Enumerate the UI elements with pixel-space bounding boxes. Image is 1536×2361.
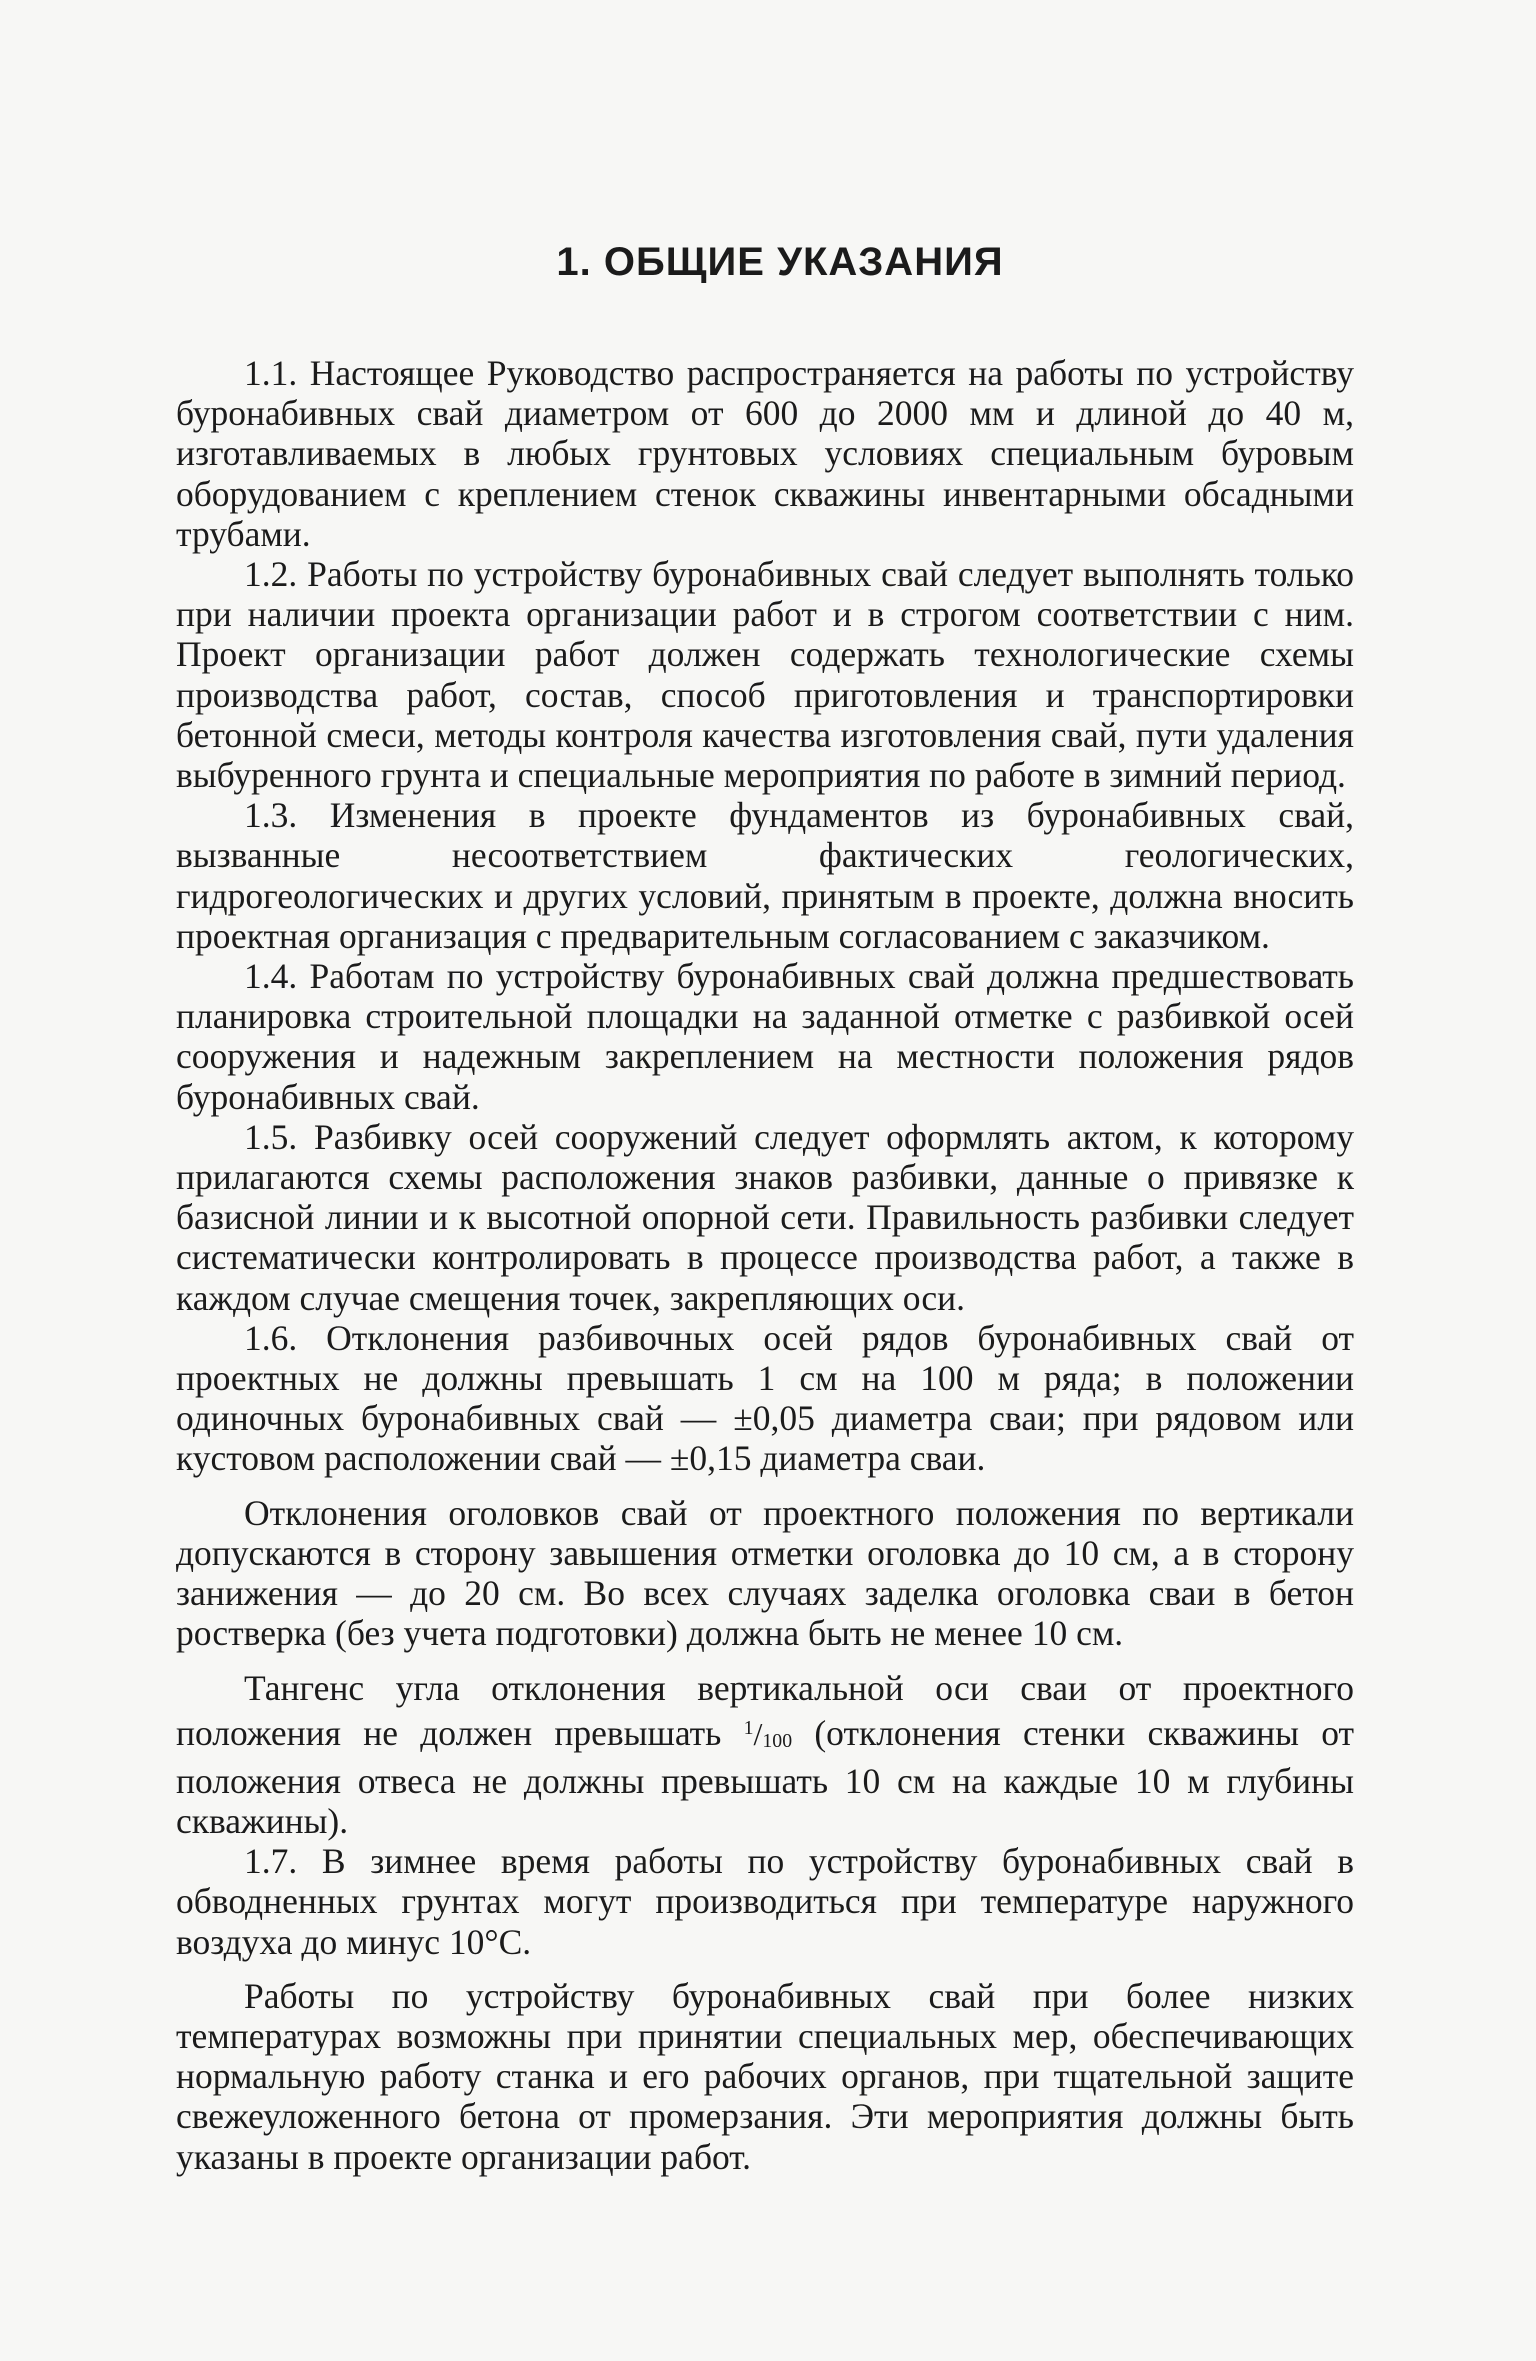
paragraph-tangent [176, 1668, 1354, 1842]
paragraph-number: 1.1. [244, 353, 298, 393]
paragraph-1-2 [176, 554, 1354, 795]
paragraph-1-7 [176, 1841, 1354, 1962]
paragraph-text: Отклонения оголовков свай от проектного положения по вертикали допускаются в сторону завышения отметки оголовка до 10 см, а в сторону занижения — до 20 см. Во всех случаях заделка оголовка сваи в бетон ростверка (без учета подготовки) должна быть не менее 10 см. [176, 1492, 1354, 1654]
paragraph-1-6 [176, 1318, 1354, 1479]
fraction-denominator: 100 [762, 1729, 793, 1752]
fraction-one-hundredth: $^1/_{100}$ [743, 1716, 793, 1752]
paragraph-text: Настоящее Руководство распространяется на работы по устройству буронабивных свай диаметром от 600 до 2000 мм и длиной до 40 м, изготавливаемых в любых грунтовых условиях специальным буровым оборудованием с креплением стенок скважины инвентарными обсадными трубами. [176, 353, 1355, 554]
paragraph-number: 1.7. [244, 1841, 298, 1882]
paragraph-number: 1.4. [244, 956, 298, 997]
document-page [176, 240, 1354, 2177]
section-body [176, 353, 1354, 2177]
paragraph-number: 1.5. [244, 1116, 298, 1157]
fraction-numerator: 1 [743, 1716, 754, 1739]
paragraph-text: Тангенс угла отклонения вертикальной оси сваи от проектного положения не должен превышать [176, 1667, 1354, 1753]
paragraph-text: Работы по устройству буронабивных свай при более низких температурах возможны при принятии специальных мер, обеспечивающих нормальную работу станка и его рабочих органов, при тщательной защите свежеуложенного бетона от промерзания. Эти мероприятия должны быть указаны в проекте организации работ. [176, 1975, 1354, 2177]
paragraph-low-temperature [176, 1976, 1354, 2177]
paragraph-1-5 [176, 1117, 1354, 1318]
paragraph-text: Изменения в проекте фундаментов из буронабивных свай, вызванные несоответствием фактических геологических, гидрогеологических и других условий, принятым в проекте, должна вносить проектная организация с предварительным согласованием с заказчиком. [176, 795, 1354, 956]
paragraph-number: 1.2. [244, 554, 298, 595]
paragraph-text: Работы по устройству буронабивных свай следует выполнять только при наличии проекта организации работ и в строгом соответствии с ним. Проект организации работ должен содержать технологические схемы производства работ, состав, способ приготовления и транспортировки бетонной смеси, методы контроля качества изготовления свай, пути удаления выбуренного грунта и специальные мероприятия по работе в зимний период. [176, 554, 1354, 796]
paragraph-text: Работам по устройству буронабивных свай должна предшествовать планировка строительной площадки на заданной отметке с разбивкой осей сооружения и надежным закреплением на местности положения рядов буронабивных свай. [176, 956, 1355, 1117]
paragraph-head-deviation [176, 1493, 1354, 1654]
paragraph-number: 1.6. [244, 1317, 298, 1358]
paragraph-text: Отклонения разбивочных осей рядов буронабивных свай от проектных не должны превышать 1 см на 100 м ряда; в положении одиночных буронабивных свай — ±0,05 диаметра сваи; при рядовом или кустовом расположении свай — ±0,15 диаметра сваи. [176, 1317, 1354, 1479]
paragraph-number: 1.3. [244, 795, 298, 836]
paragraph-text: В зимнее время работы по устройству буронабивных свай в обводненных грунтах могут производиться при температуре наружного воздуха до минус 10°С. [176, 1841, 1354, 1962]
paragraph-1-3 [176, 795, 1354, 956]
paragraph-text: (отклонения стенки скважины от положения отвеса не должны превышать 10 см на каждые 10 м глубины скважины). [176, 1712, 1354, 1841]
paragraph-1-4 [176, 956, 1354, 1117]
paragraph-1-1 [176, 353, 1354, 554]
paragraph-text: Разбивку осей сооружений следует оформлять актом, к которому прилагаются схемы расположения знаков разбивки, данные о привязке к базисной линии и к высотной опорной сети. Правильность разбивки следует систематически контролировать в процессе производства работ, а также в каждом случае смещения точек, закрепляющих оси. [176, 1116, 1355, 1318]
section-heading: 1. ОБЩИЕ УКАЗАНИЯ [556, 240, 1004, 284]
